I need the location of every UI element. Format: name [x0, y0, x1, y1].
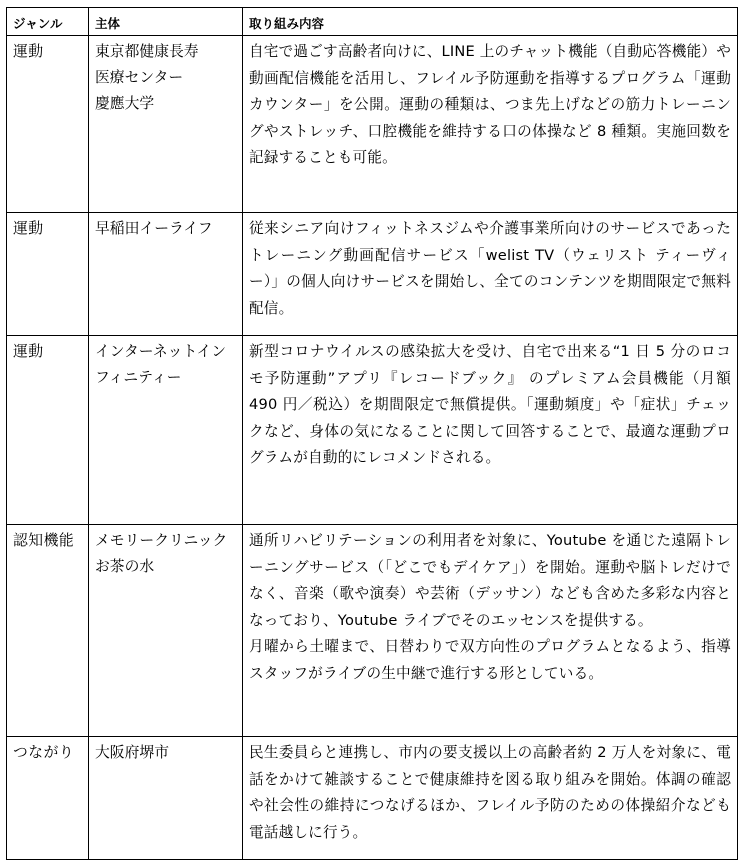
- genre-cell: 運動: [7, 36, 89, 213]
- organization-name-line: 早稲田イーライフ: [95, 220, 213, 237]
- organization-name-line: インターネットインフィニティー: [95, 343, 227, 386]
- content-cell: [243, 213, 738, 336]
- header-genre: ジャンル: [7, 8, 89, 36]
- content-paragraph: 月曜から土曜まで、日替わりで双方向性のプログラムとなるよう、指導スタッフがライブの生中継で進行する形としている。: [249, 638, 731, 682]
- header-organization: 主体: [89, 8, 243, 36]
- content-cell: [243, 525, 738, 737]
- table-row: [7, 525, 738, 737]
- table-row: [7, 737, 738, 860]
- organization-name-line: メモリークリニックお茶の水: [95, 532, 228, 575]
- organization-name-line: 医療センター: [95, 69, 184, 86]
- organization-cell: [89, 213, 243, 336]
- organization-cell: [89, 36, 243, 213]
- organization-name-line: 大阪府堺市: [95, 744, 169, 761]
- organization-cell: [89, 737, 243, 860]
- content-cell: [243, 36, 738, 213]
- content-paragraph: 民生委員らと連携し、市内の要支援以上の高齢者約 2 万人を対象に、電話をかけて雑談することで健康維持を図る取り組みを開始。体調の確認や社会性の維持につなげるほか、フレイル予防のための体操紹介なども電話越しに行う。: [249, 744, 731, 841]
- content-paragraph: 通所リハビリテーションの利用者を対象に、Youtube を通じた遠隔トレーニングサービス（「どこでもデイケア」）を開始。運動や脳トレだけでなく、音楽（歌や演奏）や芸術（デッサン）なども含めた多彩な内容となっており、Youtube ライブでそのエッセンスを提供する。: [249, 532, 731, 629]
- content-paragraph: 新型コロナウイルスの感染拡大を受け、自宅で出来る“1 日 5 分のロコモ予防運動”アプリ『レコードブック』 のプレミアム会員機能（月額 490 円／税込）を期間限定で無償提供。「運動頻度」や「症状」チェックなど、身体の気になることに関して回答することで、最適な運動プログラムが自動的にレコメンドされる。: [249, 343, 731, 467]
- initiatives-table: [6, 7, 738, 860]
- genre-cell: 運動: [7, 213, 89, 336]
- table-row: [7, 36, 738, 213]
- table-row: [7, 213, 738, 336]
- content-cell: [243, 737, 738, 860]
- genre-cell: 認知機能: [7, 525, 89, 737]
- genre-cell: 運動: [7, 336, 89, 525]
- organization-name-line: 慶應大学: [95, 95, 155, 112]
- header-row: [7, 8, 738, 36]
- content-paragraph: 従来シニア向けフィットネスジムや介護事業所向けのサービスであったトレーニング動画配信サービス「welist TV（ウェリスト ティーヴィー）」の個人向けサービスを開始し、全てのコンテンツを期間限定で無料配信。: [249, 220, 731, 317]
- organization-name-line: 東京都健康長寿: [95, 43, 199, 60]
- table-row: [7, 336, 738, 525]
- organization-cell: [89, 336, 243, 525]
- organization-cell: [89, 525, 243, 737]
- genre-cell: つながり: [7, 737, 89, 860]
- content-paragraph: 自宅で過ごす高齢者向けに、LINE 上のチャット機能（自動応答機能）や動画配信機能を活用し、フレイル予防運動を指導するプログラム「運動カウンター」を公開。運動の種類は、つま先上げなどの筋力トレーニングやストレッチ、口腔機能を維持する口の体操など 8 種類。実施回数を記録することも可能。: [249, 43, 731, 167]
- header-content: 取り組み内容: [243, 8, 738, 36]
- content-cell: [243, 336, 738, 525]
